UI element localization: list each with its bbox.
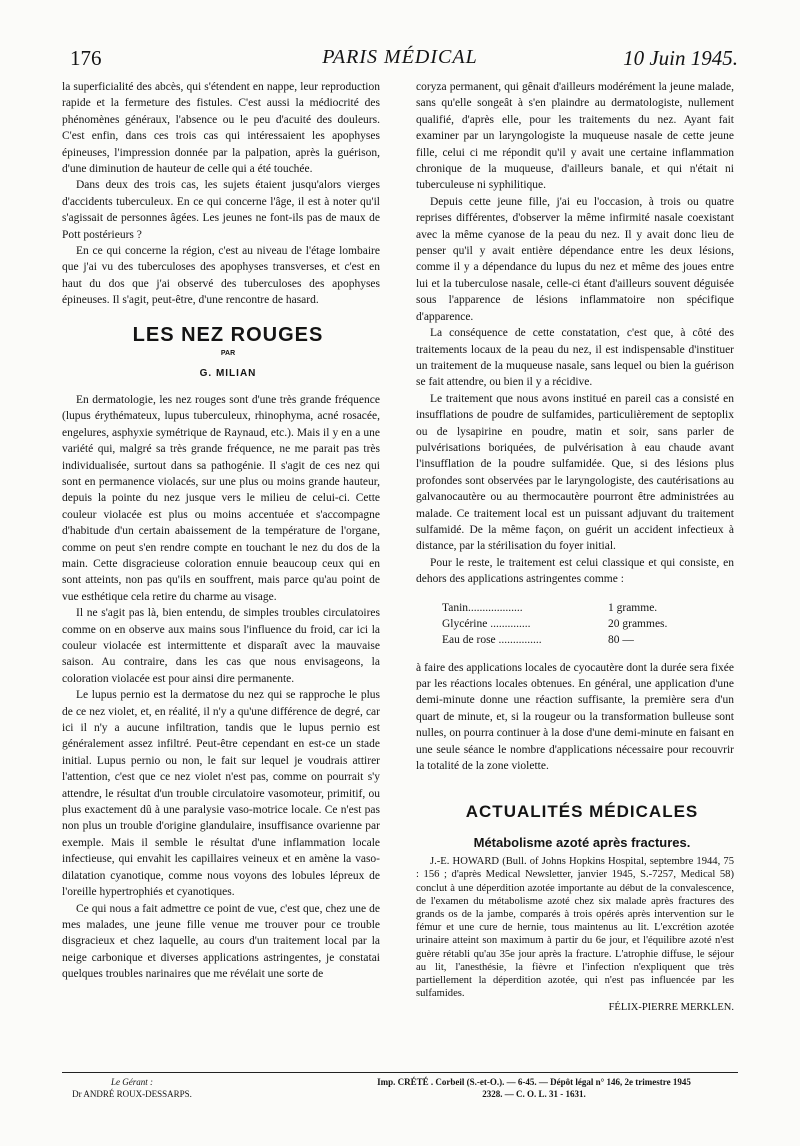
formula-quantity: 20 grammes. xyxy=(608,617,668,630)
left-column xyxy=(62,79,380,983)
formula-quantity: 80 — xyxy=(608,633,634,646)
paragraph: Il ne s'agit pas là, bien entendu, de simples troubles circulatoires comme on en observe aux mains sous l'influence du froid, car ici la couleur violacée est intermittente et disparaît avec la mauvaise saison. Au contraire, dans les cas que nous envisageons, la coloration violacée est pour ainsi dire permanente. xyxy=(62,607,380,685)
paragraph: la superficialité des abcès, qui s'étendent en nappe, leur reproduction rapide et la fermeture des fistules. C'est aussi la médiocrité des phénomènes généraux, l'absence ou le peu d'acuité des douleurs. C'est enfin, dans ces trois cas qui intéressaient les apophyses épineuses, l'impression donnée par la palpation, après la guérison, d'une diminution de hauteur de celle qui a été touchée. xyxy=(62,81,380,176)
paragraph: Le lupus pernio est la dermatose du nez qui se rapproche le plus de ce nez violet, et, en réalité, il n'y a qu'une différence de degré, car ici il n'y a aucune infiltration, tandis que le lupus pernio est généralement assez infiltré. Peut-être cependant en est-ce un stade initial. Lupus pernio ou non, le fait sur lequel je voudrais attirer l'attention, c'est que ce nez violet n'est pas, comme on pourrait s'y attendre, le résultat d'un trouble circulatoire vasomoteur, primitif, ou plus exactement dû à une paralysie vaso-motrice locale. Ce n'est pas non plus un trouble d'origine glandulaire, insuffisance ovarienne par exemple. Mais il semble le résultat d'une inflammation locale infectieuse, qui envahit les capillaires veineux et en amène la vaso-dilatation cyanotique, comme nous voyons des lobules lépreux de l'oreille hypertrophiés et cyanotiques. xyxy=(62,689,380,899)
abstract-signature: FÉLIX-PIERRE MERKLEN. xyxy=(608,1002,734,1014)
formula-ingredient: Tanin................... xyxy=(442,601,523,614)
paragraph: Ce qui nous a fait admettre ce point de vue, c'est que, chez une de mes malades, une jeune fille venue me trouver pour ce trouble disgracieux et chez laquelle, au cours d'un traitement local par la neige carbonique et diverses applications astringentes, je constatai quelques troubles narinaires que me révélait une sorte de xyxy=(62,902,380,981)
formula-quantity: 1 gramme. xyxy=(608,601,658,614)
journal-title: PARIS MÉDICAL xyxy=(322,46,478,68)
paragraph: à faire des applications locales de cyocautère dont la durée sera fixée par les réactions locales obtenues. En général, une application d'une demi-minute donne une réaction suffisante, la première sera d'un quart de minute, et, si la rougeur ou la transformation bulleuse sont nulles, on pourra continuer à la dose d'une demi-minute en faisant en une seule séance le nombre d'applications nécessaire pour recouvrir la totalité de la zone violette. xyxy=(416,661,734,773)
formula-row xyxy=(442,632,722,648)
gerant-label: Le Gérant : xyxy=(111,1077,153,1087)
footer-gerant xyxy=(62,1076,202,1100)
article-author: G. MILIAN xyxy=(199,367,257,379)
gerant-name: Dr ANDRÉ ROUX-DESSARPS. xyxy=(72,1089,192,1099)
paragraph: Dans deux des trois cas, les sujets étaient jusqu'alors vierges d'accidents tuberculeux. En ce qui concerne l'âge, il est à noter qu'il s'agissait de personnes âgées. Les jeunes ne font-ils pas de maux de Pott postérieurs ? xyxy=(62,179,380,241)
paragraph: Depuis cette jeune fille, j'ai eu l'occasion, à trois ou quatre reprises différentes, d'observer la même infirmité nasale coexistant avec la même cyanose de la peau du nez. Il y avait donc lieu de penser qu'il y avait entière dépendance entre les deux lésions, comme il y a dépendance du lupus du nez et même des joues entre lui et la tuberculose nasale, celle-ci étant d'ailleurs souvent déguisée sous l'apparence de lésions inflammatoire non spécifique d'apparence. xyxy=(416,195,734,323)
paragraph: Le traitement que nous avons institué en pareil cas a consisté en insufflations de poudre de sulfamides, particulièrement de septoplix ou de lysapirine en poudre, matin et soir, sans parler de pulvérisations boriquées, de pulvérisation à eau chaude avant l'insufflation de la poudre sulfamidée. Que, si des lésions plus profondes sont observées par le laryngologiste, des cautérisations au galvanocautère ou au thermocautère pourront être administrées au malade. Ce traitement local est un puissant adjuvant du traitement sulfamidé. De la même façon, on guérit un accident infectieux à distance, par la stérilisation du foyer initial. xyxy=(416,392,734,553)
imprint-line: Imp. CRÉTÉ . Corbeil (S.-et-O.). — 6-45. — Dépôt légal n° 146, 2e trimestre 1945 xyxy=(377,1077,691,1087)
section-title: ACTUALITÉS MÉDICALES xyxy=(465,802,699,822)
right-column xyxy=(416,79,734,1017)
article-title: LES NEZ ROUGES xyxy=(132,323,324,346)
formula-ingredient: Glycérine .............. xyxy=(442,617,531,630)
section-subtitle: Métabolisme azoté après fractures. xyxy=(473,834,691,850)
paragraph: coryza permanent, qui gênait d'ailleurs modérément la jeune malade, sans qu'elle songeât à s'en plaindre au dermatologiste, nullement qualifié, d'après elle, pour les traitements du nez. Ayant fait examiner par un laryngologiste la muqueuse nasale de cette jeune fille, celui ci me répondit qu'il y avait une certaine inflammation chronique de la muqueuse, d'ailleurs banale, et qui n'était ni tuberculeuse ni syphilitique. xyxy=(416,81,734,192)
issue-date: 10 Juin 1945. xyxy=(623,46,738,70)
footer-imprint xyxy=(330,1076,738,1100)
paragraph: Pour le reste, le traitement est celui classique et qui consiste, en dehors des applications astringentes comme : xyxy=(416,556,734,586)
footer-rule xyxy=(62,1072,738,1073)
formula-ingredient: Eau de rose ............... xyxy=(442,633,542,646)
article-by: PAR xyxy=(220,350,236,358)
formula-table xyxy=(442,600,722,648)
paragraph: En ce qui concerne la région, c'est au niveau de l'étage lombaire que j'ai vu des tuberculoses des apophyses transverses, et c'est en haut du dos que j'ai observé des tuberculoses des apophyses épineuses. Il s'agit, peut-être, d'une rencontre de hasard. xyxy=(62,245,380,307)
page-header xyxy=(62,46,738,76)
paragraph: En dermatologie, les nez rouges sont d'une très grande fréquence (lupus érythémateux, lupus tuberculeux, rhinophyma, acné rosacée, engelures, asphyxie symétrique de Raynaud, etc.). Mais il y en a une variété qui, malgré sa très grande fréquence, ne me parait pas très individualisée, surtout dans sa pathogénie. Il s'agit de ces nez qui sont en permanence violacés, sur une plus ou moins grande hauteur, depuis la pointe du nez jusque vers le milieu de celui-ci. Cette couleur violacée est plus ou moins accentuée et s'accompagne d'habitude d'un certain abaissement de la température de l'organe, comme on peut s'en rendre compte en touchant le nez du dos de la main. Cette disgracieuse coloration ennuie beaucoup ceux qui en sont atteints, non pas qu'ils en souffrent, mais parce qu'au point de vue esthétique cela retire du charme au visage. xyxy=(62,393,380,603)
formula-row xyxy=(442,600,722,616)
abstract-text: J.-E. HOWARD (Bull. of Johns Hopkins Hospital, septembre 1944, 75 : 156 ; d'après Medical Newsletter, janvier 1945, S.-7257, Medical 58) conclut à une déperdition azotée importante au début de la convalescence, de l'examen du métabolisme azoté chez six malade après fractures des grands os de la jambe, comparés à trois opérés après intervention sur le fémur et une cure de hernie, tous maintenus au lit. L'excrétion azotée urinaire atteint son maximum à partir du 6e jour, et l'équilibre azoté n'est guère rétabli qu'au 35e jour après la fracture. L'atrophie diffuse, le séjour au lit, l'anesthésie, la fièvre et l'infection n'expliquent que très partiellement la déperdition azotée, qui n'est pas influencée par les sulfamides. xyxy=(416,856,734,1000)
imprint-line: 2328. — C. O. L. 31 - 1631. xyxy=(482,1089,586,1099)
paragraph: La conséquence de cette constatation, c'est que, à côté des traitements locaux de la peau du nez, il est indispensable d'instituer un traitement de la muqueuse nasale, sans lequel ou bien la guérison se fait attendre, ou bien il y a récidive. xyxy=(416,327,734,389)
page-number: 176 xyxy=(70,46,102,70)
formula-row xyxy=(442,616,722,632)
